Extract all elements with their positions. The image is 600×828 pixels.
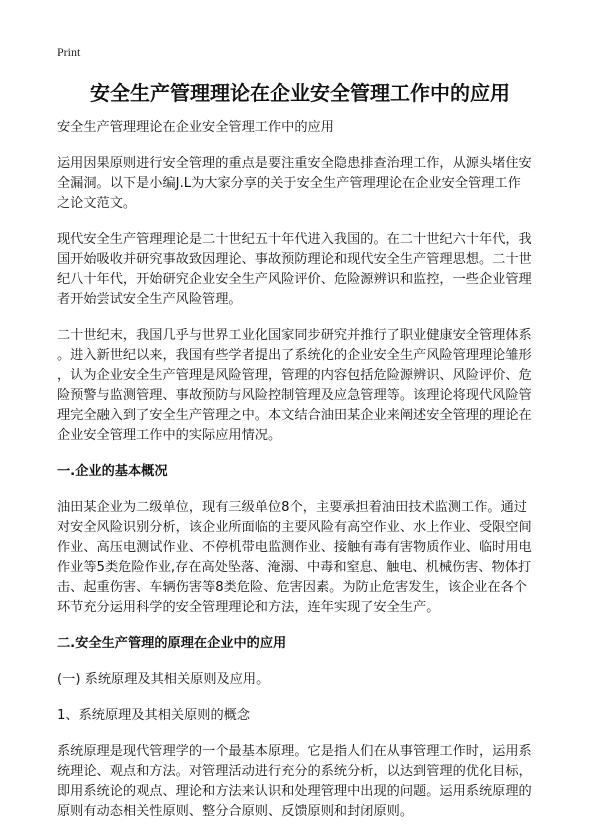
text-line: 运用因果原则进行安全管理的重点是要注重安全隐患排查治理工作，从源头堵住安 (57, 156, 532, 171)
text-line: 现代安全生产管理理论是二十世纪五十年代进入我国的。在二十世纪六十年代，我 (57, 232, 532, 247)
text-line: 系统原理是现代管理学的一个最基本原理。它是指人们在从事管理工作时，运用系 (57, 744, 532, 759)
subsection-heading-1-1: 1、系统原理及其相关原则的概念 (57, 708, 251, 723)
text-line: 击、起重伤害、车辆伤害等8类危险、危害因素。为防止危害发生，该企业在各个 (57, 580, 527, 595)
document-title: 安全生产管理理论在企业安全管理工作中的应用 (90, 81, 510, 105)
text-line: 统理论、观点和方法。对管理活动进行充分的系统分析，以达到管理的优化目标， (57, 764, 532, 779)
text-line: 即用系统论的观点、理论和方法来认识和处理管理中出现的问题。运用系统原理的 (57, 784, 532, 799)
text-line: 对安全风险识别分析，该企业所面临的主要风险有高空作业、水上作业、受限空间 (57, 520, 532, 535)
text-line: ，认为企业安全生产管理是风险管理，管理的内容包括危险源辨识、风险评价、危 (57, 368, 532, 383)
text-line: 油田某企业为二级单位，现有三级单位8个，主要承担着油田技术监测工作。通过 (57, 500, 527, 515)
text-line: 险预警与监测管理、事故预防与风险控制管理及应急管理等。该理论将现代风险管 (57, 388, 532, 403)
document-subtitle: 安全生产管理理论在企业安全管理工作中的应用 (57, 120, 334, 135)
text-line: 之论文范文。 (57, 196, 137, 211)
subsection-heading-1: (一) 系统原理及其相关原则及应用。 (57, 672, 270, 687)
section-heading-2: 二.安全生产管理的原理在企业中的应用 (57, 636, 287, 651)
text-line: 作业、高压电测试作业、不停机带电监测作业、接触有毒有害物质作业、临时用电 (57, 540, 532, 555)
text-line: 作业等5类危险作业,存在高处坠落、淹溺、中毒和窒息、触电、机械伤害、物体打 (57, 560, 532, 575)
text-line: 。进入新世纪以来，我国有些学者提出了系统化的企业安全生产风险管理理论雏形 (57, 348, 532, 363)
text-line: 二十世纪末，我国几乎与世界工业化国家同步研究并推行了职业健康安全管理体系 (57, 328, 532, 343)
section1-paragraph (57, 498, 543, 618)
history-paragraph-1 (57, 230, 543, 310)
document-body (57, 118, 543, 822)
text-line: 全漏洞。以下是小编J.L为大家分享的关于安全生产管理理论在企业安全管理工作 (57, 176, 521, 191)
intro-paragraph (57, 154, 543, 214)
section2-paragraph (57, 742, 543, 822)
text-line: 原则有动态相关性原则、整分合原则、反馈原则和封闭原则。 (57, 804, 414, 819)
text-line: 企业安全管理工作中的实际应用情况。 (57, 428, 282, 443)
history-paragraph-2 (57, 326, 543, 446)
text-line: 环节充分运用科学的安全管理理论和方法，连年实现了安全生产。 (57, 600, 440, 615)
section-heading-1: 一.企业的基本概况 (57, 464, 168, 479)
text-line: 者开始尝试安全生产风险管理。 (57, 292, 242, 307)
text-line: 国开始吸收并研究事故致因理论、事故预防理论和现代安全生产管理思想。二十世 (57, 252, 532, 267)
text-line: 纪八十年代，开始研究企业安全生产风险评价、危险源辨识和监控，一些企业管理 (57, 272, 532, 287)
print-link[interactable]: Print (57, 45, 81, 59)
text-line: 理完全融入到了安全生产管理之中。本文结合油田某企业来阐述安全管理的理论在 (57, 408, 532, 423)
